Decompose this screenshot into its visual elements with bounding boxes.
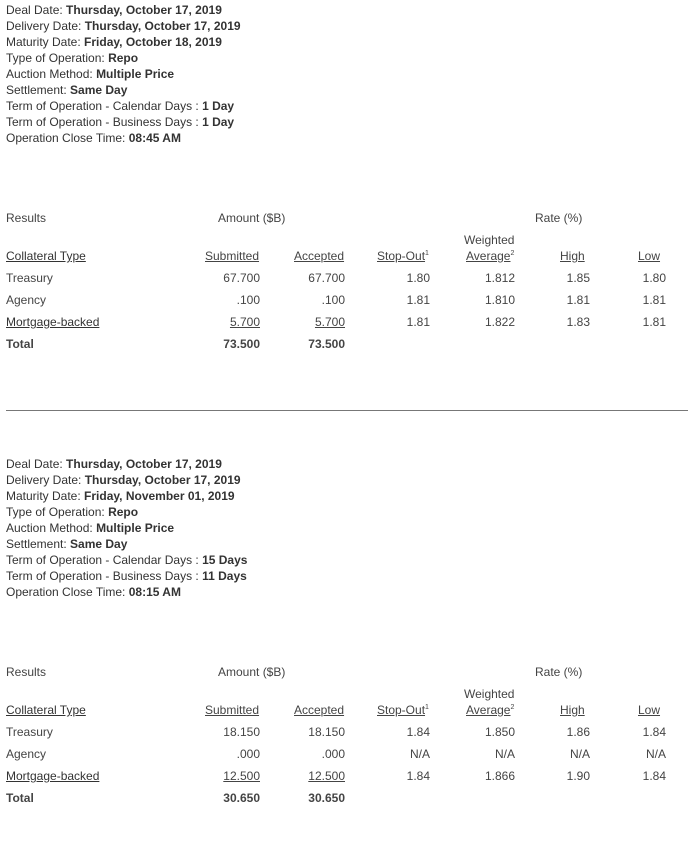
submitted-header[interactable]: Submitted xyxy=(205,249,260,263)
row-type-mortgage-backed-link[interactable]: Mortgage-backed xyxy=(6,315,100,329)
cell-high: 1.81 xyxy=(566,293,590,307)
accepted-header[interactable]: Accepted xyxy=(294,703,345,717)
cell-stopout: 1.80 xyxy=(406,271,430,285)
total-submitted: 73.500 xyxy=(223,337,260,351)
settlement: Settlement: Same Day xyxy=(6,83,128,97)
rate-label: Rate (%) xyxy=(535,665,583,679)
cell-submitted: .000 xyxy=(236,747,260,761)
cell-accepted-link[interactable]: 12.500 xyxy=(308,769,345,783)
total-label: Total xyxy=(6,791,34,805)
cell-submitted: 18.150 xyxy=(223,725,260,739)
results-label: Results xyxy=(6,211,47,225)
row-type-agency: Agency xyxy=(6,293,47,307)
amount-label: Amount ($B) xyxy=(218,211,286,225)
maturity-date: Maturity Date: Friday, October 18, 2019 xyxy=(6,35,222,49)
row-type-treasury: Treasury xyxy=(6,725,53,739)
total-accepted: 73.500 xyxy=(308,337,345,351)
cell-low: 1.81 xyxy=(642,293,666,307)
auction-method: Auction Method: Multiple Price xyxy=(6,67,175,81)
cell-stopout: 1.81 xyxy=(406,315,430,329)
rate-label: Rate (%) xyxy=(535,211,583,225)
cell-stopout: 1.84 xyxy=(406,769,430,783)
high-header[interactable]: High xyxy=(560,249,585,263)
row-type-treasury: Treasury xyxy=(6,271,53,285)
total-label: Total xyxy=(6,337,34,351)
amount-label: Amount ($B) xyxy=(218,665,286,679)
cell-weighted: 1.822 xyxy=(484,315,515,329)
cell-weighted: 1.866 xyxy=(484,769,515,783)
weighted-header-top: Weighted xyxy=(464,687,515,701)
cell-accepted: .000 xyxy=(321,747,345,761)
section-divider xyxy=(6,410,688,411)
row-type-agency: Agency xyxy=(6,747,47,761)
cell-high: N/A xyxy=(569,747,590,761)
weighted-header-top: Weighted xyxy=(464,233,515,247)
cell-high: 1.83 xyxy=(566,315,590,329)
delivery-date: Delivery Date: Thursday, October 17, 2019 xyxy=(6,473,241,487)
cell-submitted: .100 xyxy=(236,293,260,307)
cell-accepted-link[interactable]: 5.700 xyxy=(314,315,345,329)
cell-submitted: 67.700 xyxy=(223,271,260,285)
submitted-header[interactable]: Submitted xyxy=(205,703,260,717)
cell-low: 1.81 xyxy=(642,315,666,329)
settlement: Settlement: Same Day xyxy=(6,537,128,551)
total-submitted: 30.650 xyxy=(223,791,260,805)
term-calendar-days: Term of Operation - Calendar Days : 1 Day xyxy=(6,99,235,113)
auction-method: Auction Method: Multiple Price xyxy=(6,521,175,535)
cell-weighted: 1.812 xyxy=(484,271,515,285)
cell-accepted: .100 xyxy=(321,293,345,307)
cell-low: 1.84 xyxy=(642,725,666,739)
collateral-type-header[interactable]: Collateral Type xyxy=(6,703,86,717)
operation-type: Type of Operation: Repo xyxy=(6,505,139,519)
term-business-days: Term of Operation - Business Days : 11 Days xyxy=(6,569,247,583)
maturity-date: Maturity Date: Friday, November 01, 2019 xyxy=(6,489,235,503)
cell-stopout: 1.84 xyxy=(406,725,430,739)
deal-date: Deal Date: Thursday, October 17, 2019 xyxy=(6,3,222,17)
delivery-date: Delivery Date: Thursday, October 17, 2019 xyxy=(6,19,241,33)
cell-submitted-link[interactable]: 5.700 xyxy=(229,315,260,329)
total-accepted: 30.650 xyxy=(308,791,345,805)
cell-low: 1.80 xyxy=(642,271,666,285)
accepted-header[interactable]: Accepted xyxy=(294,249,345,263)
cell-stopout: N/A xyxy=(409,747,430,761)
cell-accepted: 67.700 xyxy=(308,271,345,285)
close-time: Operation Close Time: 08:45 AM xyxy=(6,131,181,145)
deal-date: Deal Date: Thursday, October 17, 2019 xyxy=(6,457,222,471)
cell-weighted: N/A xyxy=(494,747,515,761)
close-time: Operation Close Time: 08:15 AM xyxy=(6,585,181,599)
weighted-average-header[interactable]: Average$^2$ xyxy=(466,249,515,263)
results-label: Results xyxy=(6,665,47,679)
cell-weighted: 1.850 xyxy=(484,725,515,739)
stopout-header[interactable]: Stop-Out$^1$ xyxy=(377,249,429,263)
cell-high: 1.90 xyxy=(566,769,590,783)
high-header[interactable]: High xyxy=(560,703,585,717)
stopout-header[interactable]: Stop-Out$^1$ xyxy=(377,703,429,717)
weighted-average-header[interactable]: Average$^2$ xyxy=(466,703,515,717)
low-header[interactable]: Low xyxy=(638,249,661,263)
low-header[interactable]: Low xyxy=(638,703,661,717)
term-calendar-days: Term of Operation - Calendar Days : 15 Days xyxy=(6,553,248,567)
cell-accepted: 18.150 xyxy=(308,725,345,739)
row-type-mortgage-backed-link[interactable]: Mortgage-backed xyxy=(6,769,100,783)
cell-high: 1.85 xyxy=(566,271,590,285)
term-business-days: Term of Operation - Business Days : 1 Day xyxy=(6,115,235,129)
collateral-type-header[interactable]: Collateral Type xyxy=(6,249,86,263)
operation-type: Type of Operation: Repo xyxy=(6,51,139,65)
cell-weighted: 1.810 xyxy=(484,293,515,307)
cell-submitted-link[interactable]: 12.500 xyxy=(223,769,260,783)
cell-stopout: 1.81 xyxy=(406,293,430,307)
cell-low: N/A xyxy=(645,747,666,761)
cell-low: 1.84 xyxy=(642,769,666,783)
cell-high: 1.86 xyxy=(566,725,590,739)
